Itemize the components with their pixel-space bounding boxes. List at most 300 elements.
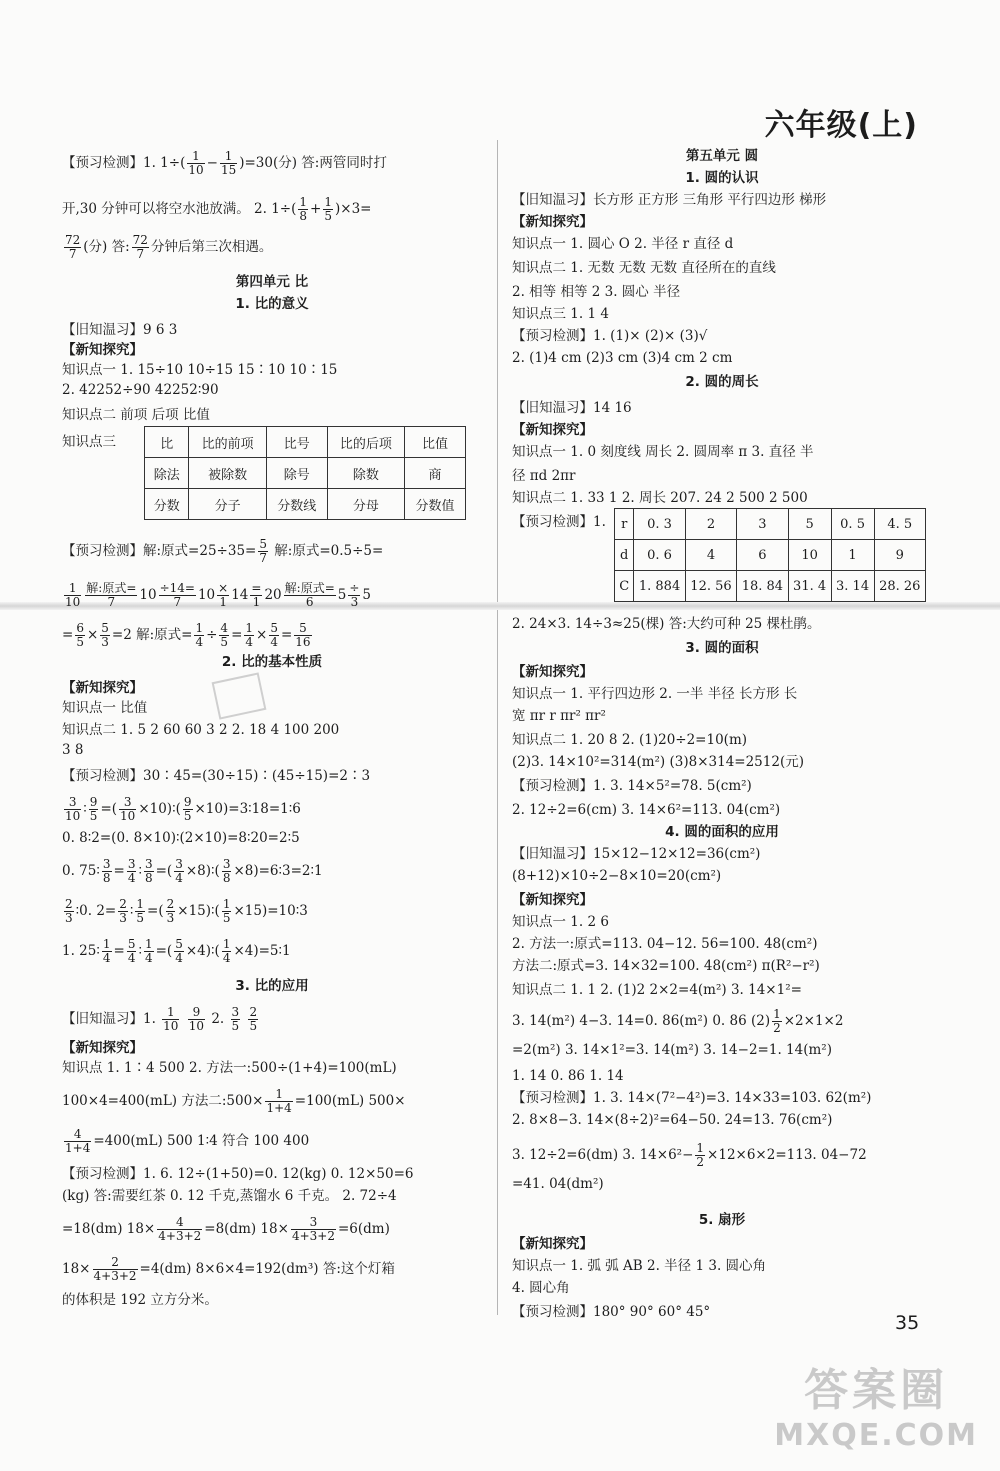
fraction	[323, 196, 333, 223]
text-run: =18(dm) 18×	[62, 1221, 156, 1237]
fraction-denominator: 5	[324, 209, 332, 223]
fraction	[250, 582, 262, 609]
table-cell: 0. 3	[634, 509, 685, 540]
table-cell: 3	[737, 509, 788, 540]
text-run: 10	[139, 587, 157, 603]
text-run: ∶	[83, 801, 87, 817]
table-row	[145, 489, 466, 520]
fraction	[119, 796, 136, 823]
new-explore-label: 【新知探究】	[62, 342, 143, 358]
table-cell: 0. 5	[831, 509, 874, 540]
table-cell: 4	[685, 540, 736, 571]
knowledge-3-label: 知识点三	[62, 434, 116, 450]
fraction	[222, 858, 232, 885]
fraction	[284, 582, 336, 609]
section-title-ratio-meaning: 1. 比的意义	[235, 296, 309, 312]
knowledge-1: 知识点一 1. 圆心 O 2. 半径 r 直径 d	[512, 236, 734, 252]
fraction	[219, 622, 229, 649]
fraction	[64, 582, 81, 609]
knowledge-2: 知识点二 1. 33 1 2. 周长 207. 24 2 500 2 500	[512, 490, 808, 506]
new-explore-label: 【新知探究】	[512, 664, 593, 680]
fraction-denominator: 5	[231, 1019, 240, 1033]
fraction-numerator: 6	[76, 621, 84, 635]
fraction-denominator: 1+4	[65, 1141, 91, 1155]
fraction-numerator: 1	[299, 195, 308, 209]
left-line-2	[62, 196, 482, 223]
fraction-numerator: 9	[89, 795, 98, 809]
text-run: ∶0. 2=	[75, 903, 117, 919]
fraction-denominator: 10	[188, 1019, 205, 1033]
table-cell: 2	[685, 509, 736, 540]
fraction-denominator: 8	[144, 871, 153, 885]
left-line-3	[62, 234, 482, 261]
fraction-numerator: 3	[64, 796, 81, 810]
watermark-brand: 答案圈	[804, 1365, 949, 1416]
fraction-numerator: 4	[157, 1216, 202, 1230]
fraction-denominator: 15	[220, 163, 237, 177]
fraction-numerator: 1	[136, 897, 145, 911]
table-cell: 除号	[266, 458, 327, 489]
text-run: ×8)∶(	[185, 863, 220, 879]
fraction-denominator: 4	[245, 635, 254, 649]
fraction-numerator: 1	[220, 150, 237, 164]
fraction	[220, 150, 237, 177]
table-cell: 分数值	[405, 489, 466, 520]
practice-line: 【预习检测】180° 90° 60° 45°	[512, 1304, 711, 1320]
fraction-numerator: 1	[773, 1007, 781, 1021]
review-line: 【旧知温习】9 6 3	[62, 322, 178, 338]
fraction	[162, 1006, 179, 1033]
table-cell: 9	[874, 540, 925, 571]
knowledge-1: 知识点一 1. 弧 弧 AB 2. 半径 1 3. 圆心角	[512, 1258, 767, 1274]
fraction-numerator: 3	[231, 1005, 240, 1019]
fraction	[187, 150, 204, 177]
practice-line: 的体积是 192 立方分米。	[62, 1292, 218, 1308]
practice-line	[62, 1216, 482, 1243]
practice-line: 2. 8×8−3. 14×(8÷2)²=64−50. 24=13. 76(cm²)	[512, 1112, 833, 1128]
fraction-numerator: ÷14=	[159, 581, 195, 595]
knowledge-1b: 2. 42252÷90 42252∶90	[62, 382, 219, 398]
fraction-numerator: ×	[218, 581, 229, 595]
text-run: 【预习检测】1. 1÷(	[62, 155, 186, 171]
fraction-numerator: 2	[119, 897, 127, 911]
text-run: =2 解:原式=	[111, 627, 193, 643]
text-run: ∶	[129, 903, 134, 919]
fraction	[75, 622, 85, 649]
table-cell: 0. 6	[634, 540, 685, 571]
fraction-denominator: 10	[120, 809, 136, 823]
fraction	[159, 582, 196, 609]
fraction-denominator: 7	[173, 595, 182, 609]
fraction-denominator: 3	[350, 595, 359, 609]
review-line	[62, 1006, 482, 1033]
table-cell: 分子	[189, 489, 266, 520]
text-run: 【预习检测】解:原式=25÷35=	[62, 543, 257, 559]
text-run: 18×	[62, 1261, 91, 1277]
text-run: 分钟后第三次相遇。	[150, 239, 273, 255]
text-run: =(	[100, 801, 118, 817]
new-explore-label: 【新知探究】	[62, 680, 143, 696]
fraction-denominator: 7	[136, 247, 145, 261]
fraction-denominator: 10	[163, 1019, 179, 1033]
table-cell: 分数	[145, 489, 189, 520]
knowledge-1b	[62, 1088, 482, 1115]
fraction	[231, 1006, 241, 1033]
review-line-2: (8+12)×10÷2−8×10=20(cm²)	[512, 868, 722, 884]
table-cell: 18. 84	[737, 571, 788, 602]
text-run: ∶	[138, 863, 142, 879]
fraction-numerator: 1	[64, 582, 81, 596]
fraction	[291, 1216, 336, 1243]
table-cell: 比号	[266, 427, 327, 458]
practice-line: (kg) 答:需要红茶 0. 12 千克,蒸馏水 6 千克。 2. 72÷4	[62, 1188, 397, 1204]
new-explore-label: 【新知探究】	[512, 1236, 593, 1252]
practice-line: 【预习检测】1. (1)× (2)× (3)√	[512, 328, 708, 344]
fraction-numerator: 解:原式=	[86, 581, 137, 595]
fraction-denominator: 4+3+2	[158, 1229, 202, 1243]
section-title-ratio-application: 3. 比的应用	[235, 978, 309, 994]
text-run: 0. 75∶	[62, 863, 100, 879]
fraction-numerator: 1	[195, 621, 204, 635]
fraction-denominator: 1	[219, 595, 227, 609]
knowledge-1c	[62, 1128, 482, 1155]
text-run: 【旧知温习】1.	[62, 1011, 161, 1027]
practice-line: 【预习检测】1. 6. 12÷(1+50)=0. 12(kg) 0. 12×50=6	[62, 1166, 414, 1182]
text-run	[181, 1011, 185, 1027]
fraction	[222, 938, 232, 965]
page-number: 35	[895, 1312, 920, 1334]
fraction-numerator: 3	[102, 857, 111, 871]
fraction-denominator: 5	[76, 635, 84, 649]
review-line: 【旧知温习】15×12−12×12=36(cm²)	[512, 846, 761, 862]
new-explore-label: 【新知探究】	[512, 214, 593, 230]
table-cell: 1	[831, 540, 874, 571]
fraction-denominator: 5	[89, 809, 98, 823]
fraction	[174, 858, 184, 885]
knowledge-1: 知识点一 1. 平行四边形 2. 一半 半径 长方形 长	[512, 686, 798, 702]
table-cell: 12. 56	[685, 571, 736, 602]
fraction	[135, 898, 145, 925]
text-run: ∶	[138, 943, 142, 959]
text-run: ×	[256, 627, 268, 643]
fraction	[93, 1256, 138, 1283]
fraction-numerator: 1	[162, 1006, 179, 1020]
text-run: 5	[362, 587, 372, 603]
table-cell: 除数	[327, 458, 404, 489]
fraction-denominator: 3	[166, 911, 175, 925]
fraction-numerator: 2	[249, 1005, 258, 1019]
fraction	[244, 622, 254, 649]
fraction-numerator: =	[251, 581, 262, 595]
fraction-denominator: 8	[299, 209, 308, 223]
fraction-denominator: 3	[119, 911, 127, 925]
text-run: ×	[86, 627, 99, 643]
practice-line	[62, 796, 482, 823]
practice-label: 【预习检测】1.	[512, 514, 606, 530]
fraction-numerator: 5	[101, 621, 109, 635]
fraction-numerator: 1	[187, 150, 204, 164]
knowledge-1b: 宽 πr r πr² πr²	[512, 708, 606, 724]
table-cell: 除法	[145, 458, 189, 489]
fraction-numerator: 1	[696, 1141, 705, 1155]
new-explore-label: 【新知探究】	[512, 422, 593, 438]
fraction-denominator: 4+3+2	[291, 1229, 335, 1243]
text-run: =	[113, 863, 125, 879]
knowledge-1: 知识点一 1. 2 6	[512, 914, 609, 930]
knowledge-1c: 方法二:原式=3. 14×32=100. 48(cm²) π(R²−r²)	[512, 958, 820, 974]
practice-line	[62, 1256, 482, 1283]
knowledge-1b: 2. 方法一:原式=113. 04−12. 56=100. 48(cm²)	[512, 936, 818, 952]
practice-line: 0. 8∶2=(0. 8×10)∶(2×10)=8∶20=2∶5	[62, 830, 300, 846]
text-run: =(	[155, 863, 173, 879]
fraction	[157, 1216, 202, 1243]
text-run: ×15)∶(	[177, 903, 220, 919]
knowledge-2b: 2. 相等 相等 2 3. 圆心 半径	[512, 284, 681, 300]
section-title-area: 3. 圆的面积	[685, 640, 759, 656]
fraction-denominator: 4	[175, 951, 183, 965]
watermark	[774, 1354, 978, 1453]
text-run: )×3=	[335, 201, 372, 217]
text-run: =8(dm) 18×	[204, 1221, 289, 1237]
table-cell: 4. 5	[874, 509, 925, 540]
section-title-area-application: 4. 圆的面积的应用	[665, 824, 779, 840]
fraction-denominator: 2	[773, 1021, 781, 1035]
knowledge-1: 知识点一 比值	[62, 700, 148, 716]
text-run: ×8)=6∶3=2∶1	[233, 863, 323, 879]
fraction-denominator: 10	[65, 595, 81, 609]
fraction	[132, 234, 149, 261]
fraction-denominator: 7	[107, 595, 116, 609]
text-run: ×12×6×2=113. 04−72	[707, 1147, 867, 1163]
fraction	[64, 796, 81, 823]
practice-line: 2. 24×3. 14÷3≈25(棵) 答:大约可种 25 棵杜鹃。	[512, 616, 821, 632]
table-row	[145, 458, 466, 489]
knowledge-2: 知识点二 1. 5 2 60 60 3 2 2. 18 4 100 200	[62, 722, 340, 738]
fraction	[265, 1088, 292, 1115]
fraction-denominator: 1	[252, 595, 261, 609]
table-cell: d	[615, 540, 634, 571]
fraction-denominator: 10	[65, 809, 81, 823]
text-run: ×4)∶(	[185, 943, 220, 959]
fraction	[174, 938, 184, 965]
knowledge-3: 知识点三 1. 1 4	[512, 306, 609, 322]
practice-line: 【预习检测】30∶45=(30÷15)∶(45÷15)=2∶3	[62, 768, 371, 784]
fraction-numerator: ÷	[349, 581, 360, 595]
left-practice-2	[62, 582, 482, 609]
fraction	[222, 898, 232, 925]
fraction-numerator: 9	[188, 1006, 205, 1020]
fraction-numerator: 3	[291, 1216, 336, 1230]
table-cell: 1. 884	[634, 571, 685, 602]
fraction	[183, 796, 193, 823]
fraction	[258, 538, 268, 565]
fraction	[217, 582, 229, 609]
text-run: +	[310, 201, 322, 217]
fraction-numerator: 2	[93, 1256, 138, 1270]
fraction-denominator: 5	[136, 911, 145, 925]
text-run: 开,30 分钟可以将空水池放满。 2. 1÷(	[62, 201, 297, 217]
knowledge-2: 知识点二 前项 后项 比值	[62, 407, 210, 423]
section-title-sector: 5. 扇形	[698, 1212, 746, 1228]
fraction-denominator: 2	[696, 1155, 705, 1169]
fraction	[248, 1006, 258, 1033]
text-run: =	[231, 627, 243, 643]
fraction-numerator: 2	[166, 897, 175, 911]
fraction-numerator: 72	[132, 233, 148, 247]
table-row	[615, 509, 926, 540]
text-run: ÷	[206, 627, 218, 643]
fraction	[269, 622, 279, 649]
fraction-denominator: 5	[183, 809, 192, 823]
fraction-numerator: 3	[119, 796, 136, 810]
table-cell: 商	[405, 458, 466, 489]
fraction-numerator: 9	[183, 795, 192, 809]
knowledge-2b: 3 8	[62, 742, 84, 758]
table-cell: 5	[788, 509, 831, 540]
practice-line: 【预习检测】1. 3. 14×(7²−4²)=3. 14×33=103. 62(m²)	[512, 1090, 872, 1106]
text-run: 解:原式=0.5÷5=	[269, 543, 384, 559]
fraction-numerator: 1	[324, 195, 332, 209]
practice-line: =41. 04(dm²)	[512, 1176, 604, 1192]
fraction-denominator: 3	[101, 635, 109, 649]
fraction-denominator: 7	[68, 247, 77, 261]
table-cell: 3. 14	[831, 571, 874, 602]
knowledge-2: 知识点二 1. 无数 无数 无数 直径所在的直线	[512, 260, 776, 276]
table-cell: 6	[737, 540, 788, 571]
fraction-denominator: 16	[295, 635, 311, 649]
fraction-denominator: 8	[102, 871, 111, 885]
table-cell: 10	[788, 540, 831, 571]
text-run: 1. 25∶	[62, 943, 100, 959]
practice-line: 2. (1)4 cm (2)3 cm (3)4 cm 2 cm	[512, 350, 733, 366]
fraction	[294, 622, 311, 649]
fraction-numerator: 5	[270, 621, 278, 635]
fraction-denominator: 5	[222, 911, 231, 925]
text-run: 14	[231, 587, 249, 603]
fraction-numerator: 5	[294, 622, 311, 636]
knowledge-2: 知识点二 1. 1 2. (1)2 2×2=4(m²) 3. 14×1²=	[512, 982, 802, 998]
fraction-denominator: 10	[188, 163, 204, 177]
fraction-denominator: 4	[144, 951, 153, 965]
fraction-denominator: 4	[127, 871, 136, 885]
fraction-numerator: 1	[222, 897, 231, 911]
fraction-denominator: 4	[270, 635, 278, 649]
fraction	[144, 938, 154, 965]
table-cell: 28. 26	[874, 571, 925, 602]
practice-line	[512, 1142, 932, 1169]
fraction	[64, 898, 74, 925]
text-run: =	[62, 627, 74, 643]
fraction-numerator: 1	[222, 937, 231, 951]
fraction-denominator: 4	[222, 951, 231, 965]
fraction-denominator: 7	[259, 551, 267, 565]
text-run: 100×4=400(mL) 方法二:500×	[62, 1093, 264, 1109]
table-row	[145, 427, 466, 458]
table-cell: r	[615, 509, 634, 540]
grade-title: 六年级(上)	[764, 108, 918, 143]
table-cell: 分母	[327, 489, 404, 520]
practice-line: 2. 12÷2=6(cm) 3. 14×6²=113. 04(cm²)	[512, 802, 781, 818]
left-practice-3	[62, 622, 482, 649]
knowledge-2b: (2)3. 14×10²=314(m²) (3)8×314=2512(元)	[512, 754, 804, 770]
section-title-circumference: 2. 圆的周长	[685, 374, 759, 390]
circle-table	[614, 508, 926, 602]
fraction	[64, 234, 81, 261]
table-cell: 比的后项	[327, 427, 404, 458]
practice-line: 【预习检测】1. 3. 14×5²=78. 5(cm²)	[512, 778, 752, 794]
fraction-denominator: 4+3+2	[93, 1269, 137, 1283]
ratio-table	[144, 426, 466, 520]
text-run: ×10)=3∶18=1∶6	[194, 801, 301, 817]
text-run: =4(dm) 8×6×4=192(dm³) 答:这个灯箱	[139, 1261, 395, 1277]
new-explore-label: 【新知探究】	[512, 892, 593, 908]
knowledge-1: 知识点 1. 1∶4 500 2. 方法一:500÷(1+4)=100(mL)	[62, 1060, 397, 1076]
table-cell: C	[615, 571, 634, 602]
table-row	[615, 571, 926, 602]
fraction	[348, 582, 360, 609]
fraction-denominator: 4	[195, 635, 204, 649]
column-divider	[497, 140, 498, 1315]
table-cell: 分数线	[266, 489, 327, 520]
text-run: 10	[197, 587, 216, 603]
fraction-numerator: 3	[175, 857, 183, 871]
text-run: ×2×1×2	[783, 1013, 844, 1029]
fraction	[127, 858, 137, 885]
fraction	[118, 898, 128, 925]
fraction-denominator: 3	[65, 911, 73, 925]
text-run: ×4)=5∶1	[233, 943, 291, 959]
fraction	[772, 1008, 782, 1035]
fraction-denominator: 8	[222, 871, 231, 885]
knowledge-1b: 径 πd 2πr	[512, 468, 576, 484]
fraction	[127, 938, 137, 965]
fraction-denominator: 6	[305, 595, 314, 609]
fraction-numerator: 2	[65, 897, 73, 911]
unit5-title: 第五单元 圆	[685, 148, 759, 164]
text-run: =(	[147, 903, 164, 919]
fraction	[166, 898, 176, 925]
table-cell: 比	[145, 427, 189, 458]
fraction	[194, 622, 204, 649]
practice-line	[62, 898, 482, 925]
fraction	[144, 858, 154, 885]
knowledge-2c: =2(m²) 3. 14×1²=3. 14(m²) 3. 14−2=1. 14(m²)	[512, 1042, 832, 1058]
text-run: 2.	[207, 1011, 229, 1027]
section-title-circle: 1. 圆的认识	[685, 170, 759, 186]
text-run: =	[280, 627, 293, 643]
text-run: 20	[264, 587, 282, 603]
fraction	[64, 1128, 91, 1155]
knowledge-1b: 4. 圆心角	[512, 1280, 570, 1296]
text-run: =6(dm)	[337, 1221, 390, 1237]
fraction-numerator: 4	[220, 621, 229, 635]
fraction	[100, 622, 110, 649]
text-run: −	[206, 155, 218, 171]
text-run: ×10)∶(	[138, 801, 181, 817]
fraction-numerator: 72	[65, 233, 81, 247]
text-run: 3. 14(m²) 4−3. 14=0. 86(m²) 0. 86 (2)	[512, 1013, 771, 1029]
fraction-denominator: 4	[102, 951, 111, 965]
table-cell: 31. 4	[788, 571, 831, 602]
knowledge-1: 知识点一 1. 15÷10 10÷15 15∶10 10∶15	[62, 362, 338, 378]
fraction-denominator: 4	[127, 951, 136, 965]
fraction-denominator: 4	[175, 871, 183, 885]
text-run: 5	[337, 587, 347, 603]
fraction	[85, 582, 137, 609]
fraction-numerator: 1	[144, 937, 153, 951]
fraction	[102, 938, 112, 965]
fraction	[188, 1006, 205, 1033]
